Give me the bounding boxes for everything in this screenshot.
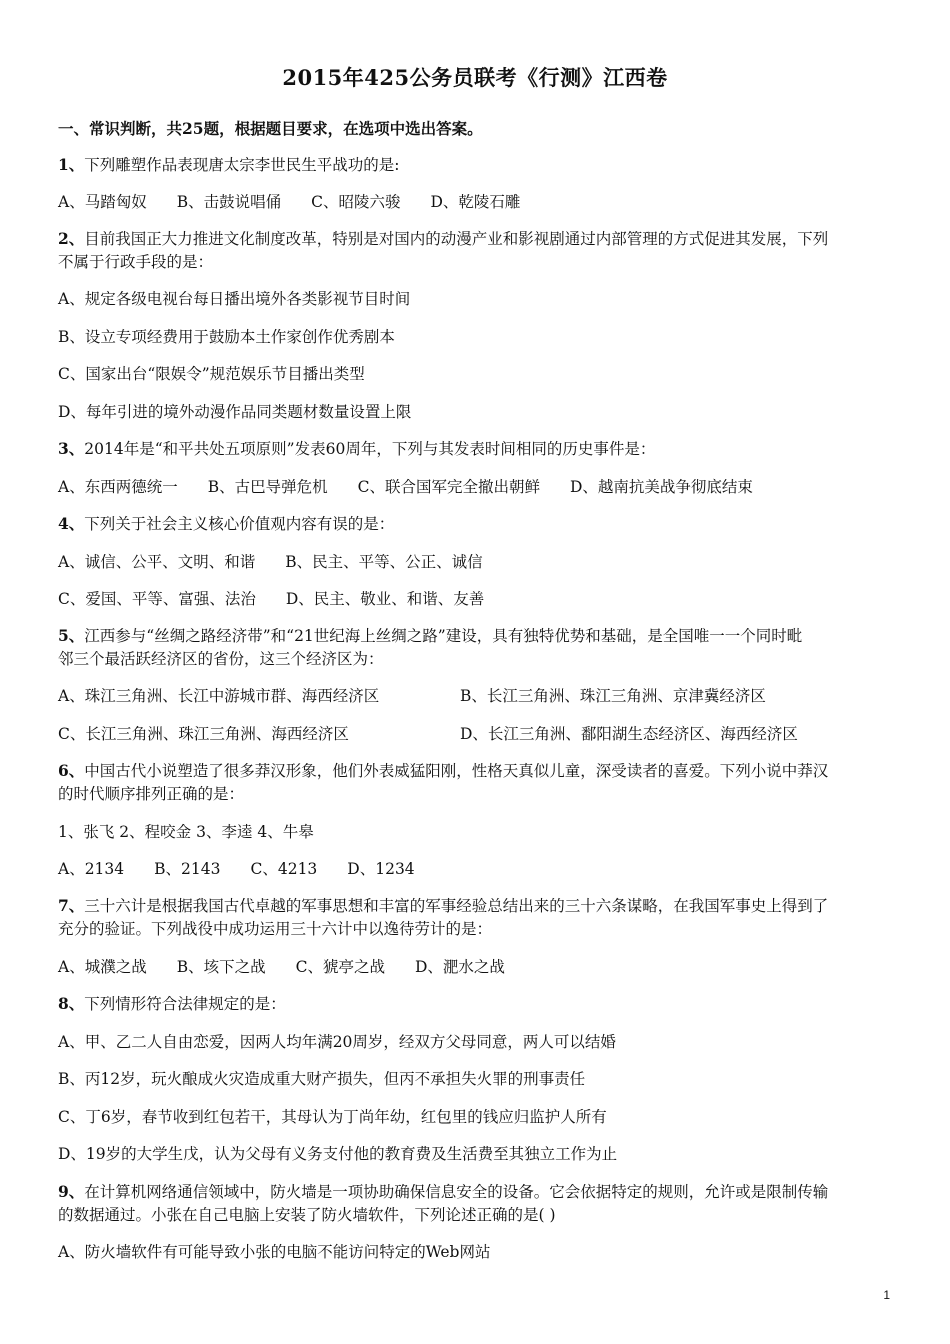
option-a: A、防火墙软件有可能导致小张的电脑不能访问特定的Web网站 <box>58 1243 491 1261</box>
option-c: C、昭陵六骏 <box>311 193 401 211</box>
question-text: 下列关于社会主义核心价值观内容有误的是： <box>84 515 395 533</box>
option-d: D、长江三角洲、鄱阳湖生态经济区、海西经济区 <box>460 725 798 743</box>
option-c: C、国家出台“限娱令”规范娱乐节目播出类型 <box>58 365 365 383</box>
option-c: C、丁6岁，春节收到红包若干，其母认为丁尚年幼，红包里的钱应归监护人所有 <box>58 1108 607 1126</box>
option-c: C、4213 <box>250 860 318 878</box>
option-a: A、诚信、公平、文明、和谐 <box>58 553 256 571</box>
question-number: 2、 <box>58 229 85 248</box>
option-d: D、1234 <box>347 860 415 878</box>
option-d: D、越南抗美战争彻底结束 <box>569 478 753 496</box>
question-number: 5、 <box>58 626 85 645</box>
question-text: 目前我国正大力推进文化制度改革，特别是对国内的动漫产业和影视剧通过内部管理的方式促进其发展，下列 <box>84 230 829 248</box>
question-5-options-row-1 <box>58 684 766 706</box>
question-7 <box>58 894 828 916</box>
question-7-options <box>58 955 505 977</box>
option-b: B、长江三角洲、珠江三角洲、京津冀经济区 <box>460 687 766 705</box>
option-b: B、丙12岁，玩火酿成火灾造成重大财产损失，但丙不承担失火罪的刑事责任 <box>58 1070 586 1088</box>
question-number: 4、 <box>58 514 85 533</box>
option-a: A、东西两德统一 <box>58 478 178 496</box>
question-9-continued: 的数据通过。小张在自己电脑上安装了防火墙软件，下列论述正确的是( ) <box>58 1206 556 1224</box>
question-1-options <box>58 190 520 212</box>
question-text: 在计算机网络通信领域中，防火墙是一项协助确保信息安全的设备。它会依据特定的规则，允许或是限制传输 <box>84 1183 829 1201</box>
question-1 <box>58 153 400 175</box>
question-6-continued: 的时代顺序排列正确的是： <box>58 785 245 803</box>
question-6-items: 1、张飞 2、程咬金 3、李逵 4、牛皋 <box>58 823 314 841</box>
option-d: D、乾陵石雕 <box>430 193 521 211</box>
question-text: 下列雕塑作品表现唐太宗李世民生平战功的是: <box>84 156 400 174</box>
question-6 <box>58 759 828 781</box>
question-text: 2014年是“和平共处五项原则”发表60周年，下列与其发表时间相同的历史事件是： <box>84 440 656 458</box>
question-5-options-row-2 <box>58 722 798 744</box>
option-b: B、击鼓说唱俑 <box>176 193 282 211</box>
option-a: A、马踏匈奴 <box>58 193 147 211</box>
option-b: B、2143 <box>154 860 221 878</box>
option-b: B、民主、平等、公正、诚信 <box>285 553 483 571</box>
question-5-continued: 邻三个最活跃经济区的省份，这三个经济区为： <box>58 650 384 668</box>
question-4 <box>58 512 394 534</box>
option-a: A、城濮之战 <box>58 958 147 976</box>
question-4-options-row-1 <box>58 550 483 572</box>
option-c: C、长江三角洲、珠江三角洲、海西经济区 <box>58 725 349 743</box>
question-5 <box>58 624 802 646</box>
option-d: D、19岁的大学生戊，认为父母有义务支付他的教育费及生活费至其独立工作为止 <box>58 1145 618 1163</box>
question-7-continued: 充分的验证。下列战役中成功运用三十六计中以逸待劳计的是： <box>58 920 493 938</box>
question-number: 8、 <box>58 994 85 1013</box>
option-a: A、甲、乙二人自由恋爱，因两人均年满20周岁，经双方父母同意，两人可以结婚 <box>58 1033 616 1051</box>
option-c: C、爱国、平等、富强、法治 <box>58 590 256 608</box>
option-d: D、每年引进的境外动漫作品同类题材数量设置上限 <box>58 403 412 421</box>
document-title: 2015年425公务员联考《行测》江西卷 <box>282 65 668 90</box>
question-3-options <box>58 475 753 497</box>
question-2-continued: 不属于行政手段的是： <box>58 253 214 271</box>
question-2 <box>58 227 828 249</box>
option-b: B、古巴导弹危机 <box>207 478 328 496</box>
option-a: A、2134 <box>58 860 125 878</box>
question-number: 9、 <box>58 1182 85 1201</box>
question-number: 3、 <box>58 439 85 458</box>
question-text: 江西参与“丝绸之路经济带”和“21世纪海上丝绸之路”建设，具有独特优势和基础，是全国唯一一个同时毗 <box>84 627 803 645</box>
question-text: 下列情形符合法律规定的是： <box>84 995 286 1013</box>
question-number: 1、 <box>58 155 85 174</box>
question-6-options <box>58 857 415 879</box>
option-a: A、规定各级电视台每日播出境外各类影视节目时间 <box>58 290 411 308</box>
question-8 <box>58 992 286 1014</box>
question-text: 中国古代小说塑造了很多莽汉形象，他们外表威猛阳刚，性格天真似儿童，深受读者的喜爱。下列小说中莽汉 <box>84 762 829 780</box>
option-b: B、设立专项经费用于鼓励本土作家创作优秀剧本 <box>58 328 395 346</box>
question-9 <box>58 1180 828 1202</box>
question-number: 6、 <box>58 761 85 780</box>
section-heading: 一、常识判断，共25题，根据题目要求，在选项中选出答案。 <box>58 119 483 138</box>
option-c: C、猇亭之战 <box>295 958 385 976</box>
option-d: D、淝水之战 <box>414 958 505 976</box>
option-c: C、联合国军完全撤出朝鲜 <box>357 478 540 496</box>
option-d: D、民主、敬业、和谐、友善 <box>285 590 485 608</box>
option-a: A、珠江三角洲、长江中游城市群、海西经济区 <box>58 687 380 705</box>
question-text: 三十六计是根据我国古代卓越的军事思想和丰富的军事经验总结出来的三十六条谋略，在我国军事史上得到了 <box>84 897 829 915</box>
page-number: 1 <box>883 1288 890 1302</box>
question-3 <box>58 437 655 459</box>
question-number: 7、 <box>58 896 85 915</box>
question-4-options-row-2 <box>58 587 484 609</box>
option-b: B、垓下之战 <box>176 958 266 976</box>
